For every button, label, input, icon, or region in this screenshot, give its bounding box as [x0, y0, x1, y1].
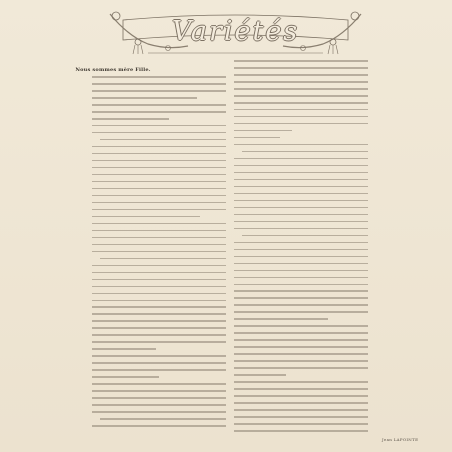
- article-signature: Jean LAPOINTE: [382, 437, 419, 442]
- text-line: [92, 97, 197, 99]
- text-line: [92, 83, 226, 85]
- text-line: [234, 200, 368, 202]
- article-heading: Nous sommes mère Fille.: [75, 67, 151, 73]
- text-line: [234, 339, 368, 341]
- text-line: [92, 209, 226, 211]
- text-line: [92, 118, 169, 120]
- text-line: [234, 297, 368, 299]
- text-line: [100, 258, 226, 260]
- text-line: [92, 341, 226, 343]
- text-line: [92, 369, 226, 371]
- text-line: [234, 207, 368, 209]
- text-line: [234, 423, 368, 425]
- text-line: [234, 374, 286, 376]
- text-line: [92, 251, 226, 253]
- text-line: [234, 186, 368, 188]
- text-line: [92, 286, 226, 288]
- text-line: [234, 277, 368, 279]
- text-line: [92, 313, 226, 315]
- text-line: [234, 416, 368, 418]
- text-line: [234, 388, 368, 390]
- text-line: [234, 221, 368, 223]
- text-line: [92, 348, 156, 350]
- text-line: [92, 397, 226, 399]
- text-line: [92, 216, 200, 218]
- text-line: [234, 256, 368, 258]
- text-line: [92, 195, 226, 197]
- text-line: [234, 263, 368, 265]
- text-line: [234, 353, 368, 355]
- text-line: [100, 418, 226, 420]
- text-line: [92, 376, 159, 378]
- text-line: [92, 306, 226, 308]
- text-line: [92, 104, 226, 106]
- text-line: [234, 74, 368, 76]
- text-line: [234, 193, 368, 195]
- text-line: [234, 360, 368, 362]
- text-line: [92, 223, 226, 225]
- text-line: [92, 111, 226, 113]
- text-line: [92, 411, 226, 413]
- text-line: [234, 409, 368, 411]
- text-line: [92, 300, 226, 302]
- text-line: [234, 102, 368, 104]
- text-line: [234, 88, 368, 90]
- text-line: [100, 139, 226, 141]
- text-line: [234, 116, 368, 118]
- text-line: [234, 60, 368, 62]
- text-line: [92, 320, 226, 322]
- article-column-left: [92, 76, 226, 436]
- text-line: [234, 249, 368, 251]
- text-line: [92, 76, 226, 78]
- text-line: [234, 402, 368, 404]
- text-line: [92, 237, 226, 239]
- text-line: [92, 279, 226, 281]
- text-line: [234, 228, 368, 230]
- text-line: [92, 202, 226, 204]
- text-line: [92, 132, 226, 134]
- text-line: [234, 172, 368, 174]
- text-line: [234, 332, 368, 334]
- text-line: [234, 381, 368, 383]
- text-line: [234, 325, 368, 327]
- text-line: [92, 230, 226, 232]
- text-line: [234, 67, 368, 69]
- text-line: [234, 346, 368, 348]
- text-line: [92, 293, 226, 295]
- text-line: [92, 327, 226, 329]
- text-line: [234, 130, 292, 132]
- text-line: [92, 272, 226, 274]
- text-line: [234, 158, 368, 160]
- text-line: [92, 362, 226, 364]
- text-line: [234, 311, 368, 313]
- text-line: [234, 81, 368, 83]
- text-line: [92, 334, 226, 336]
- text-line: [92, 181, 226, 183]
- text-line: [234, 318, 328, 320]
- text-line: [234, 395, 368, 397]
- text-line: [234, 304, 368, 306]
- text-line: [92, 425, 226, 427]
- text-line: [92, 390, 226, 392]
- text-line: [242, 151, 368, 153]
- text-line: [92, 265, 226, 267]
- text-line: [92, 153, 226, 155]
- text-line: [92, 160, 226, 162]
- text-line: [242, 235, 368, 237]
- text-line: [234, 109, 368, 111]
- text-line: [92, 146, 226, 148]
- text-line: [234, 179, 368, 181]
- text-line: [234, 242, 368, 244]
- text-line: [92, 90, 226, 92]
- text-line: [92, 188, 226, 190]
- text-line: [92, 244, 226, 246]
- text-line: [234, 214, 368, 216]
- text-line: [92, 404, 226, 406]
- text-line: [234, 270, 368, 272]
- text-line: [234, 284, 368, 286]
- text-line: [92, 174, 226, 176]
- section-title: Variétés: [171, 16, 300, 47]
- text-line: [92, 355, 226, 357]
- text-line: [92, 125, 226, 127]
- text-line: [92, 167, 226, 169]
- text-line: [234, 137, 280, 139]
- text-line: [234, 367, 368, 369]
- article-column-right: [234, 60, 368, 436]
- text-line: [234, 430, 368, 432]
- text-line: [234, 165, 368, 167]
- header-ornament: [108, 6, 363, 56]
- text-line: [234, 144, 368, 146]
- text-line: [92, 383, 226, 385]
- text-line: [234, 95, 368, 97]
- text-line: [234, 123, 368, 125]
- text-line: [234, 290, 368, 292]
